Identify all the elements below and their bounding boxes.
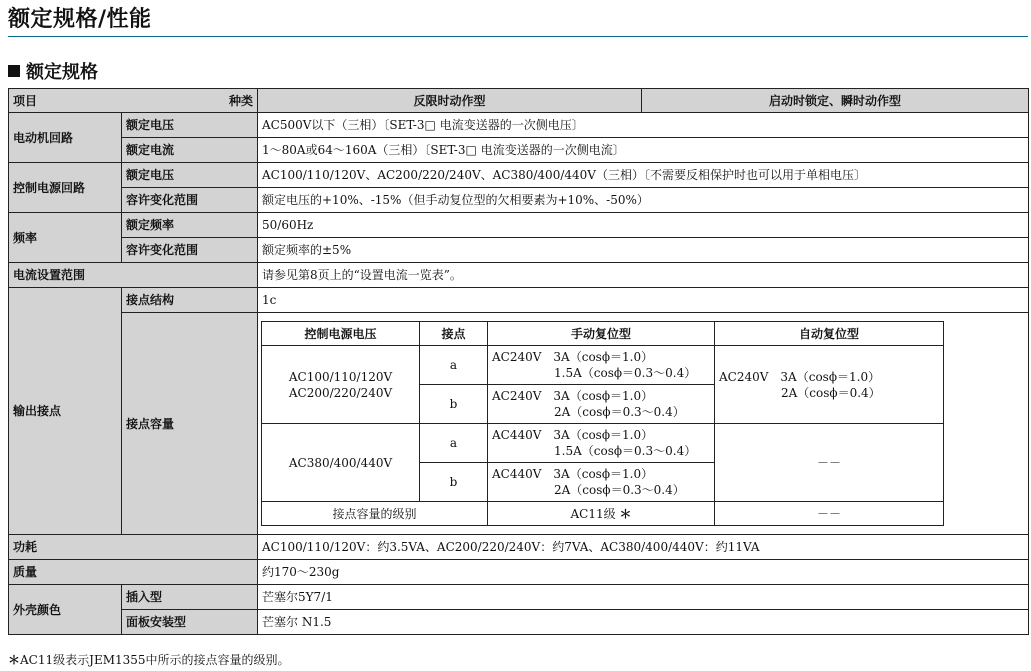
group2-contact-a: a [420,424,488,463]
control-rated-voltage-label: 额定电压 [122,163,258,188]
group1-auto-line1: AC240V 3A（cosϕ＝1.0） [719,369,881,384]
current-setting-value: 请参见第8页上的“设置电流一览表”。 [258,263,1029,288]
group2-auto: －－ [715,424,944,502]
motor-rated-current-value: 1～80A或64～160A（三相）〔SET-3□ 电流变送器的一次侧电流〕 [258,138,1029,163]
header-startup-type: 启动时锁定、瞬时动作型 [642,89,1029,113]
plug-in-type-label: 插入型 [122,585,258,610]
table-row [9,113,1029,138]
table-row [9,263,1029,288]
power-consumption-value: AC100/110/120V：约3.5VA、AC200/220/240V：约7VA、AC380/400/440V：约11VA [258,535,1029,560]
motor-circuit-label: 电动机回路 [9,113,122,163]
group2-a-manual-line2: 1.5A（cosϕ＝0.3～0.4） [554,444,697,458]
footnote-text: AC11级表示JEM1355中所示的接点容量的级别。 [20,653,290,667]
contact-capacity-label: 接点容量 [122,313,258,535]
table-row [9,313,1029,535]
panel-mount-color-value: 芒塞尔 N1.5 [258,610,1029,635]
current-setting-label: 电流设置范围 [9,263,258,288]
table-row [9,535,1029,560]
header-kind: 种类 [228,93,253,108]
table-header-row [9,89,1029,113]
output-contacts-label: 输出接点 [9,288,122,535]
contact-class-label: 接点容量的级别 [262,502,488,526]
table-row [9,138,1029,163]
inner-header-auto-reset: 自动复位型 [715,322,944,346]
frequency-tolerance-label: 容许变化范围 [122,238,258,263]
contact-class-manual [488,502,715,526]
group1-contact-a: a [420,346,488,385]
inner-header-manual-reset: 手动复位型 [488,322,715,346]
group2-voltage: AC380/400/440V [262,424,420,502]
weight-label: 质量 [9,560,258,585]
frequency-tolerance-value: 额定频率的±5% [258,238,1029,263]
group1-voltage [262,346,420,424]
rated-frequency-value: 50/60Hz [258,213,1029,238]
control-power-label: 控制电源回路 [9,163,122,213]
contact-structure-label: 接点结构 [122,288,258,313]
group1-a-manual [488,346,715,385]
group1-voltage-line2: AC200/220/240V [288,385,393,400]
inner-row [262,502,944,526]
motor-rated-voltage-value: AC500V以下（三相）〔SET-3□ 电流变送器的一次侧电压〕 [258,113,1029,138]
group2-b-manual-line1: AC440V 3A（cosϕ＝1.0） [492,467,654,481]
table-row [9,560,1029,585]
inner-header-row [262,322,944,346]
table-row [9,213,1029,238]
control-rated-voltage-value: AC100/110/120V、AC200/220/240V、AC380/400/440V（三相）〔不需要反相保护时也可以用于单相电压〕 [258,163,1029,188]
weight-value: 约170～230g [258,560,1029,585]
group2-contact-b: b [420,463,488,502]
group2-a-manual-line1: AC440V 3A（cosϕ＝1.0） [492,428,654,442]
contact-structure-value: 1c [258,288,1029,313]
group2-b-manual-line2: 2A（cosϕ＝0.3～0.4） [554,483,685,497]
footnote-asterisk: ＊ [8,653,21,667]
contact-capacity-table [261,321,944,526]
footnote [8,651,290,668]
inner-header-voltage: 控制电源电压 [262,322,420,346]
table-row [9,238,1029,263]
contact-class-auto: －－ [715,502,944,526]
group1-voltage-line1: AC100/110/120V [288,369,393,384]
rated-frequency-label: 额定频率 [122,213,258,238]
inner-row [262,346,944,385]
rated-voltage-label: 额定电压 [122,113,258,138]
group1-b-manual [488,385,715,424]
group1-a-manual-line2: 1.5A（cosϕ＝0.3～0.4） [554,366,697,380]
black-square-icon [8,65,20,77]
group1-auto-line2: 2A（cosϕ＝0.4） [781,385,881,400]
group1-b-manual-line1: AC240V 3A（cosϕ＝1.0） [492,389,654,403]
group2-a-manual [488,424,715,463]
control-tolerance-value: 额定电压的+10%、-15%（但手动复位型的欠相要素为+10%、-50%） [258,188,1029,213]
title-divider [8,36,1028,37]
asterisk-mark: ＊ [619,506,632,521]
frequency-label: 频率 [9,213,122,263]
table-row [9,585,1029,610]
rated-spec-table [8,88,1029,635]
inner-header-contact: 接点 [420,322,488,346]
header-item-kind [9,89,258,113]
rated-current-label: 额定电流 [122,138,258,163]
panel-mount-type-label: 面板安装型 [122,610,258,635]
control-tolerance-label: 容许变化范围 [122,188,258,213]
section-title [8,58,98,84]
header-item: 项目 [13,93,38,108]
plug-in-color-value: 芒塞尔5Y7/1 [258,585,1029,610]
table-row [9,288,1029,313]
group1-a-manual-line1: AC240V 3A（cosϕ＝1.0） [492,350,654,364]
inner-row [262,424,944,463]
page-title: 额定规格/性能 [8,7,152,32]
contact-capacity-cell [258,313,1029,535]
contact-class-manual-value: AC11级 [570,506,616,521]
case-color-label: 外壳颜色 [9,585,122,635]
table-row [9,610,1029,635]
group1-b-manual-line2: 2A（cosϕ＝0.3～0.4） [554,405,685,419]
group1-contact-b: b [420,385,488,424]
group2-b-manual [488,463,715,502]
group1-auto [715,346,944,424]
table-row [9,163,1029,188]
header-inverse-type: 反限时动作型 [258,89,642,113]
section-title-text: 额定规格 [26,62,98,83]
table-row [9,188,1029,213]
power-consumption-label: 功耗 [9,535,258,560]
